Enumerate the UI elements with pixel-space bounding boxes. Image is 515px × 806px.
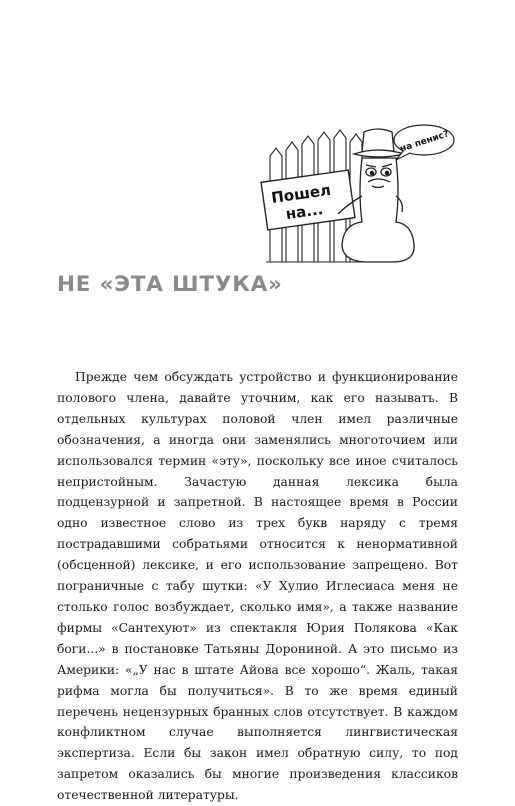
cartoon-illustration [258,112,458,272]
fence-cartoon-drawing [258,112,458,272]
sign-line-1: Пошел [270,180,332,207]
chapter-title: НЕ «ЭТА ШТУКА» [57,272,283,297]
fence-sign [261,170,355,230]
speech-bubble [394,125,454,160]
body-paragraph: Прежде чем обсуждать устройство и функционирование полового члена, давайте уточним, как его называть. В отдельных культурах половой член имел различные обозначения, а иногда они заменялись многоточием или использовался термин «эту», поскольку все иное считалось непристойным. Зачастую данная лексика была подцензурной и запретной. В настоящее время в России одно известное слово из трех букв наряду с тремя пострадавшими собратьями относится к ненормативной (обсценной) лексике, и его использование запрещено. Вот пограничные с табу шутки: «У Хулио Иглесиаса меня не столько голос возбуждает, сколько имя», а также название фирмы «Сантехуют» из спектакля Юрия Полякова «Как боги...» в постановке Татьяны Дорониной. А это письмо из Америки: «„У нас в штате Айова все хорошо“. Жаль, такая рифма могла бы получиться». В то же время единый перечень нецензурных бранных слов отсутствует. В каждом конфликтном случае выполняется лингвистическая экспертиза. Если бы закон имел обратную силу, то под запретом оказались бы многие произведения классиков отечественной литературы. [57,370,458,803]
speech-bubble-text: на пенис? [398,129,451,155]
sign-line-2: на... [284,200,325,224]
